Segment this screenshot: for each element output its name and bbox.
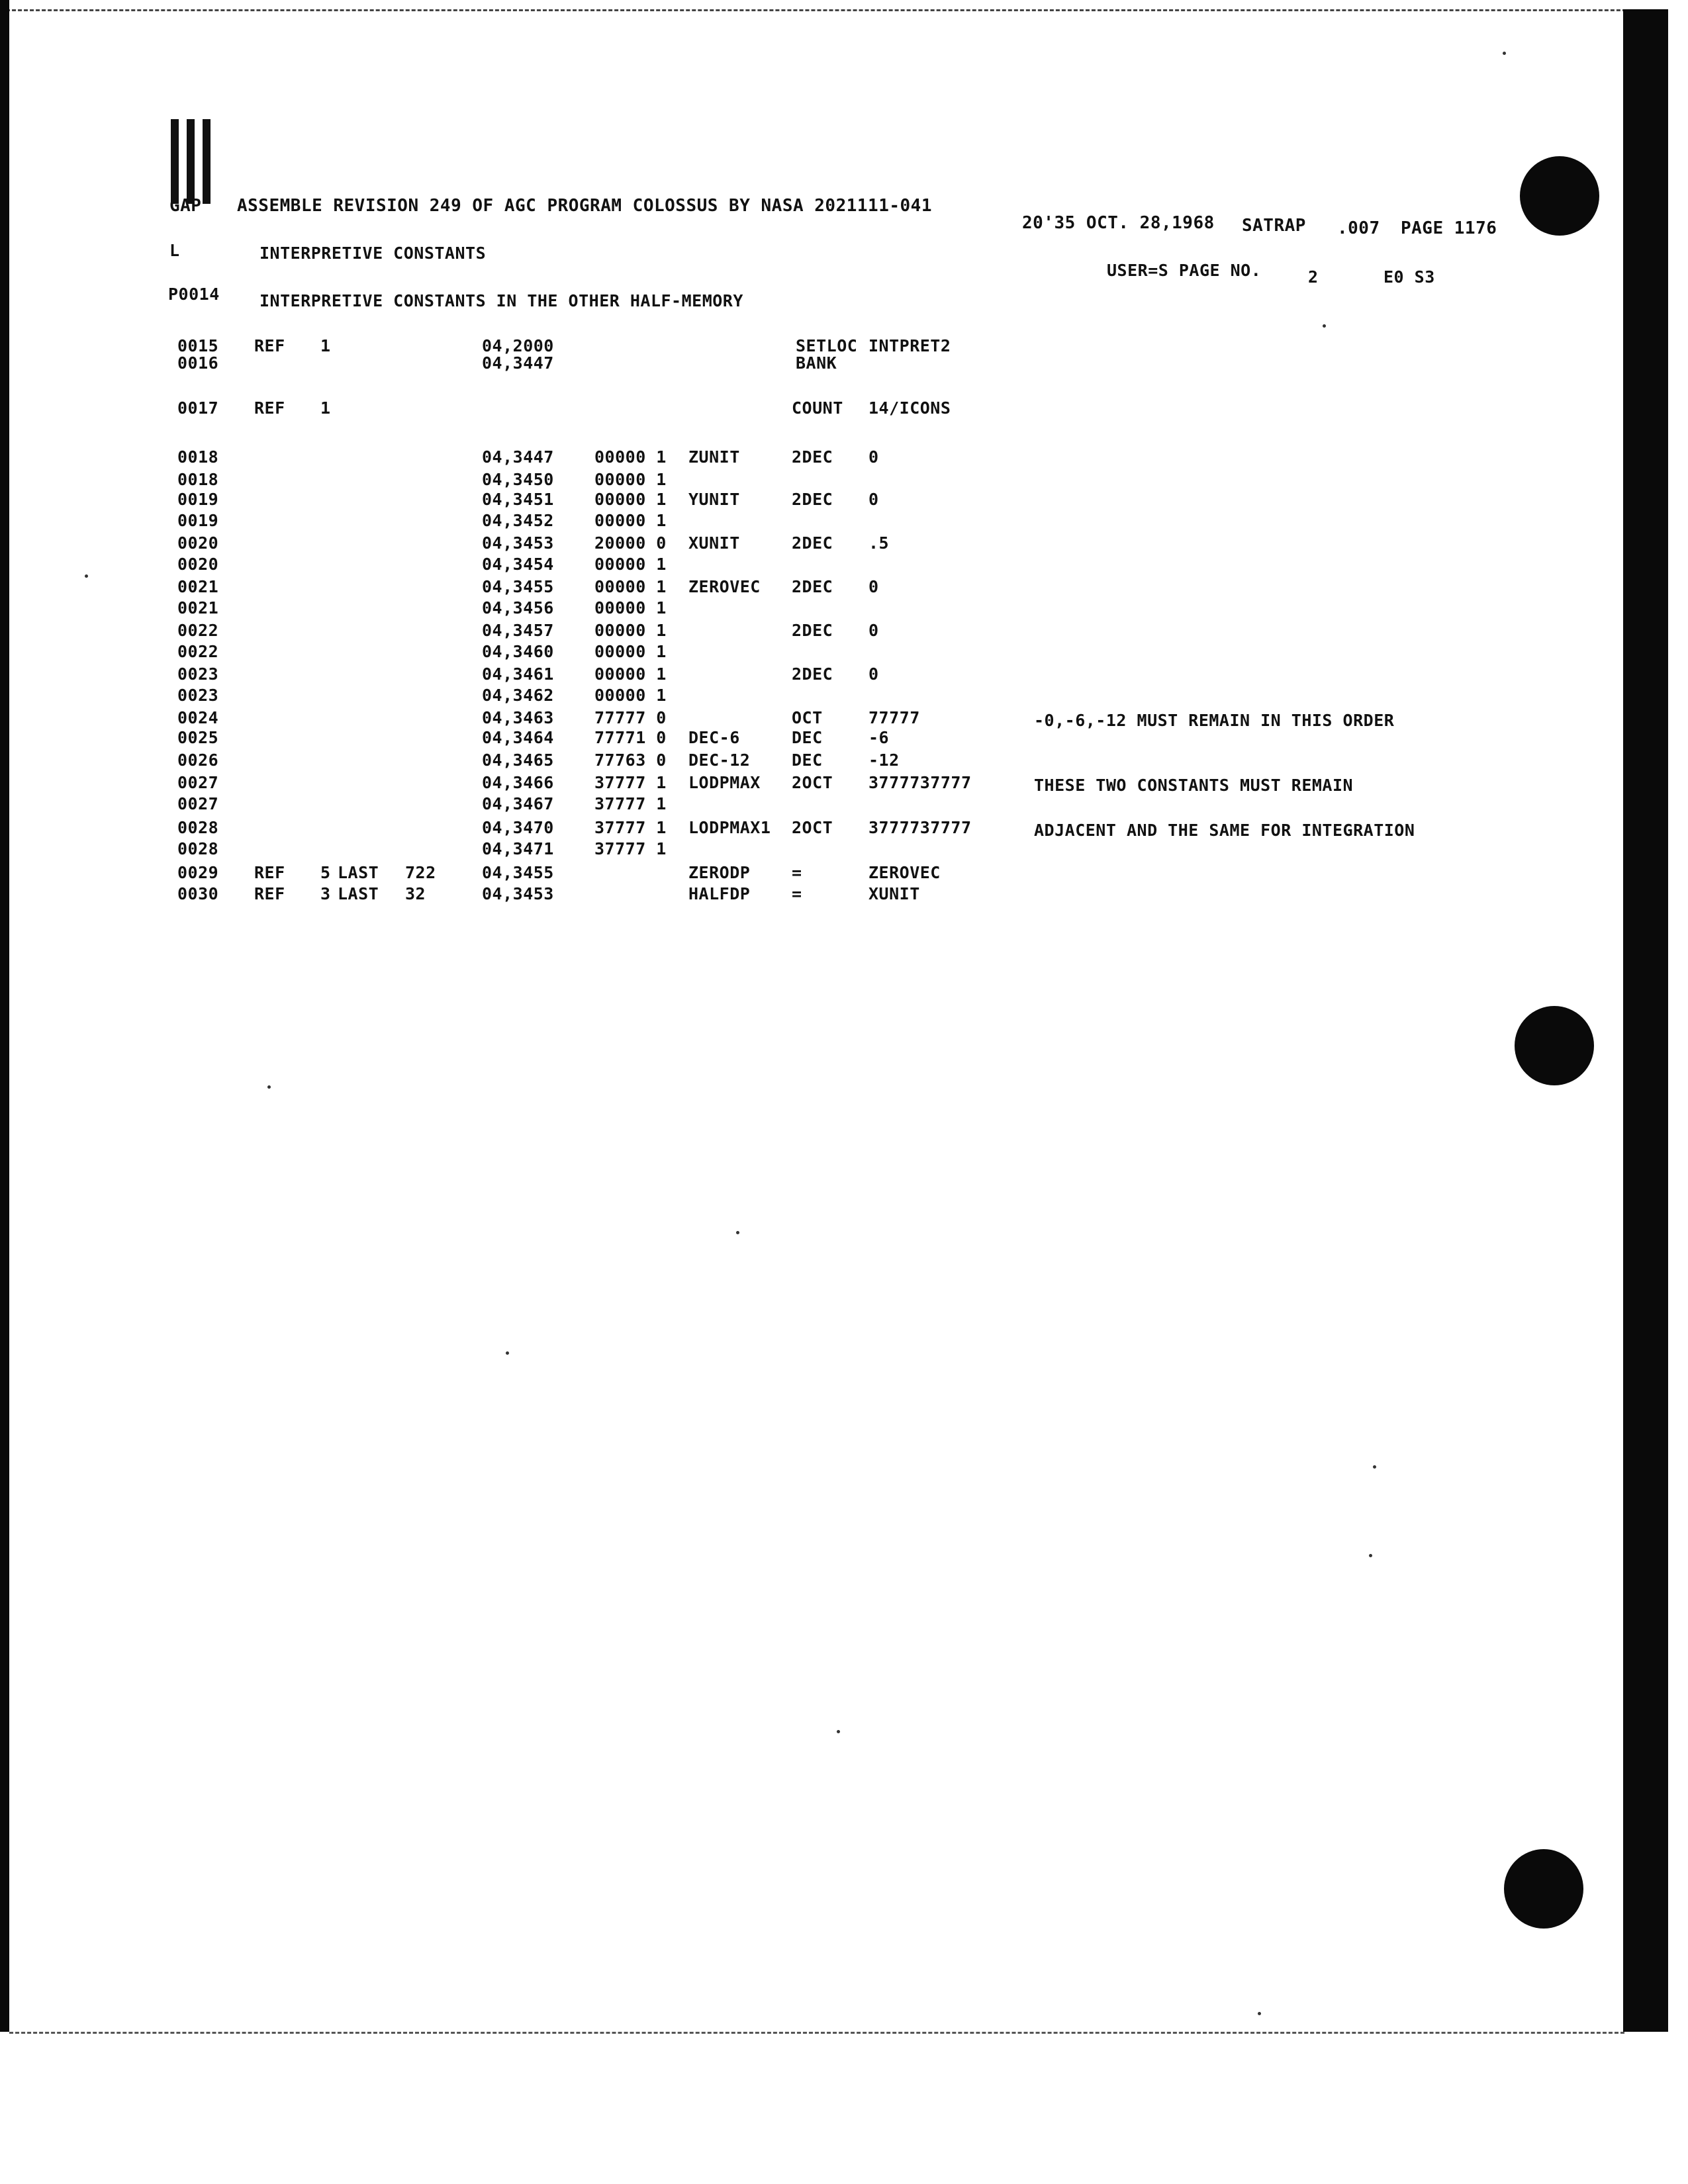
- listing-operand: .5: [868, 533, 890, 553]
- listing-ref: REF: [254, 863, 285, 882]
- listing-line: 0023: [177, 686, 219, 705]
- listing-addr: 04,3455: [482, 577, 554, 596]
- listing-word: 00000 1: [594, 511, 667, 530]
- listing-comment: -0,-6,-12 MUST REMAIN IN THIS ORDER: [1034, 711, 1395, 730]
- listing-addr: 04,3470: [482, 818, 554, 837]
- listing-line: 0020: [177, 555, 219, 574]
- listing-line: 0021: [177, 577, 219, 596]
- listing-comment: ADJACENT AND THE SAME FOR INTEGRATION: [1034, 821, 1415, 840]
- listing-word: 00000 1: [594, 642, 667, 661]
- listing-addr: 04,3455: [482, 863, 554, 882]
- users-page-number: 2: [1308, 267, 1319, 287]
- listing-operand: INTPRET2: [868, 336, 951, 355]
- listing-line: 0022: [177, 642, 219, 661]
- listing-label: DEC-6: [688, 728, 740, 747]
- listing-addr: 04,3467: [482, 794, 554, 813]
- listing-line: 0018: [177, 470, 219, 489]
- level-marker: L: [169, 241, 180, 260]
- listing-rnum: 3: [320, 884, 331, 903]
- listing-op: =: [792, 884, 802, 903]
- p-line-number: P0014: [168, 285, 220, 304]
- listing-rnum: 1: [320, 336, 331, 355]
- listing-ref: REF: [254, 398, 285, 418]
- listing-addr: 04,3465: [482, 751, 554, 770]
- listing-op: OCT: [792, 708, 823, 727]
- listing-line: 0030: [177, 884, 219, 903]
- listing-word: 00000 1: [594, 470, 667, 489]
- scan-speck: [1373, 1465, 1376, 1469]
- listing-ref: REF: [254, 884, 285, 903]
- listing-op: 2OCT: [792, 818, 833, 837]
- listing-addr: 04,3464: [482, 728, 554, 747]
- listing-label: YUNIT: [688, 490, 740, 509]
- listing-line: 0028: [177, 818, 219, 837]
- listing-operand: 3777737777: [868, 818, 972, 837]
- section-title: INTERPRETIVE CONSTANTS: [259, 244, 487, 263]
- listing-last: LAST: [338, 863, 379, 882]
- listing-op: DEC: [792, 728, 823, 747]
- listing-addr: 04,3463: [482, 708, 554, 727]
- listing-label: XUNIT: [688, 533, 740, 553]
- listing-addr: 04,3456: [482, 598, 554, 617]
- listing-op: 2DEC: [792, 621, 833, 640]
- listing-label: DEC-12: [688, 751, 751, 770]
- listing-operand: ZEROVEC: [868, 863, 941, 882]
- listing-operand: 77777: [868, 708, 920, 727]
- scan-edge-bottom: [9, 2032, 1624, 2034]
- listing-op: COUNT: [792, 398, 843, 418]
- listing-op: 2DEC: [792, 447, 833, 467]
- listing-line: 0027: [177, 794, 219, 813]
- assembly-timestamp: 20'35 OCT. 28,1968: [1022, 213, 1215, 233]
- listing-line: 0027: [177, 773, 219, 792]
- assembly-title: ASSEMBLE REVISION 249 OF AGC PROGRAM COLOSSUS BY NASA 2021111-041: [237, 196, 932, 216]
- listing-operand: 0: [868, 621, 879, 640]
- listing-line: 0025: [177, 728, 219, 747]
- listing-label: HALFDP: [688, 884, 751, 903]
- listing-label: LODPMAX1: [688, 818, 771, 837]
- listing-addr: 04,3451: [482, 490, 554, 509]
- listing-op: DEC: [792, 751, 823, 770]
- listing-op: BANK: [796, 353, 837, 373]
- listing-comment: THESE TWO CONSTANTS MUST REMAIN: [1034, 776, 1354, 795]
- scan-speck: [1258, 2012, 1261, 2015]
- listing-line: 0026: [177, 751, 219, 770]
- listing-line: 0023: [177, 664, 219, 684]
- listing-op: SETLOC: [796, 336, 858, 355]
- listing-word: 77763 0: [594, 751, 667, 770]
- listing-addr: 04,3466: [482, 773, 554, 792]
- listing-line: 0024: [177, 708, 219, 727]
- listing-addr: 04,3450: [482, 470, 554, 489]
- listing-word: 37777 1: [594, 818, 667, 837]
- listing-operand: 14/ICONS: [868, 398, 951, 418]
- listing-line: 0028: [177, 839, 219, 858]
- scan-speck: [267, 1085, 271, 1089]
- listing-operand: 0: [868, 447, 879, 467]
- listing-word: 00000 1: [594, 447, 667, 467]
- listing-word: 77777 0: [594, 708, 667, 727]
- listing-op: 2OCT: [792, 773, 833, 792]
- listing-word: 00000 1: [594, 555, 667, 574]
- listing-addr: 04,3452: [482, 511, 554, 530]
- listing-word: 20000 0: [594, 533, 667, 553]
- listing-line: 0022: [177, 621, 219, 640]
- listing-line: 0017: [177, 398, 219, 418]
- listing-addr: 04,3453: [482, 884, 554, 903]
- listing-rnum: 5: [320, 863, 331, 882]
- listing-op: 2DEC: [792, 664, 833, 684]
- listing-addr: 04,3461: [482, 664, 554, 684]
- listing-word: 77771 0: [594, 728, 667, 747]
- listing-line: 0018: [177, 447, 219, 467]
- listing-operand: XUNIT: [868, 884, 920, 903]
- listing-addr: 04,3454: [482, 555, 554, 574]
- system-name: SATRAP: [1242, 216, 1306, 236]
- listing-line: 0029: [177, 863, 219, 882]
- listing-op: 2DEC: [792, 533, 833, 553]
- listing-addr: 04,3462: [482, 686, 554, 705]
- listing-word: 00000 1: [594, 577, 667, 596]
- listing-operand: 0: [868, 490, 879, 509]
- users-page-label: USER=S PAGE NO.: [1107, 261, 1262, 280]
- listing-label: LODPMAX: [688, 773, 761, 792]
- listing-op: 2DEC: [792, 577, 833, 596]
- listing-label: ZEROVEC: [688, 577, 761, 596]
- section-description: INTERPRETIVE CONSTANTS IN THE OTHER HALF-MEMORY: [259, 291, 743, 310]
- listing-op: 2DEC: [792, 490, 833, 509]
- listing-word: 37777 1: [594, 794, 667, 813]
- version-code: .007: [1337, 218, 1380, 238]
- punch-hole-middle: [1515, 1006, 1594, 1085]
- listing-line: 0016: [177, 353, 219, 373]
- listing-operand: -6: [868, 728, 890, 747]
- listing-addr: 04,3453: [482, 533, 554, 553]
- listing-last: LAST: [338, 884, 379, 903]
- listing-addr: 04,3447: [482, 447, 554, 467]
- assembly-listing: [0, 0, 1688, 993]
- listing-word: 00000 1: [594, 490, 667, 509]
- listing-word: 37777 1: [594, 839, 667, 858]
- listing-word: 00000 1: [594, 621, 667, 640]
- listing-line: 0020: [177, 533, 219, 553]
- listing-line: 0019: [177, 511, 219, 530]
- punch-hole-bottom: [1504, 1849, 1583, 1929]
- listing-lnum: 722: [405, 863, 436, 882]
- listing-label: ZUNIT: [688, 447, 740, 467]
- listing-addr: 04,3457: [482, 621, 554, 640]
- listing-word: 37777 1: [594, 773, 667, 792]
- listing-operand: 0: [868, 664, 879, 684]
- scan-speck: [736, 1231, 739, 1234]
- scan-speck: [837, 1730, 840, 1733]
- listing-operand: 0: [868, 577, 879, 596]
- scan-speck: [1369, 1554, 1372, 1557]
- listing-line: 0015: [177, 336, 219, 355]
- listing-word: 00000 1: [594, 686, 667, 705]
- listing-word: 00000 1: [594, 664, 667, 684]
- scan-speck: [506, 1351, 509, 1355]
- listing-line: 0019: [177, 490, 219, 509]
- gap-label: GAP: [169, 196, 202, 216]
- listing-ref: REF: [254, 336, 285, 355]
- listing-addr: 04,3460: [482, 642, 554, 661]
- e-code: E0 S3: [1383, 267, 1435, 287]
- listing-rnum: 1: [320, 398, 331, 418]
- page-number: PAGE 1176: [1401, 218, 1497, 238]
- listing-lnum: 32: [405, 884, 426, 903]
- listing-addr: 04,3471: [482, 839, 554, 858]
- listing-operand: 3777737777: [868, 773, 972, 792]
- listing-word: 00000 1: [594, 598, 667, 617]
- listing-operand: -12: [868, 751, 900, 770]
- listing-line: 0021: [177, 598, 219, 617]
- listing-op: =: [792, 863, 802, 882]
- listing-label: ZERODP: [688, 863, 751, 882]
- listing-addr: 04,3447: [482, 353, 554, 373]
- listing-addr: 04,2000: [482, 336, 554, 355]
